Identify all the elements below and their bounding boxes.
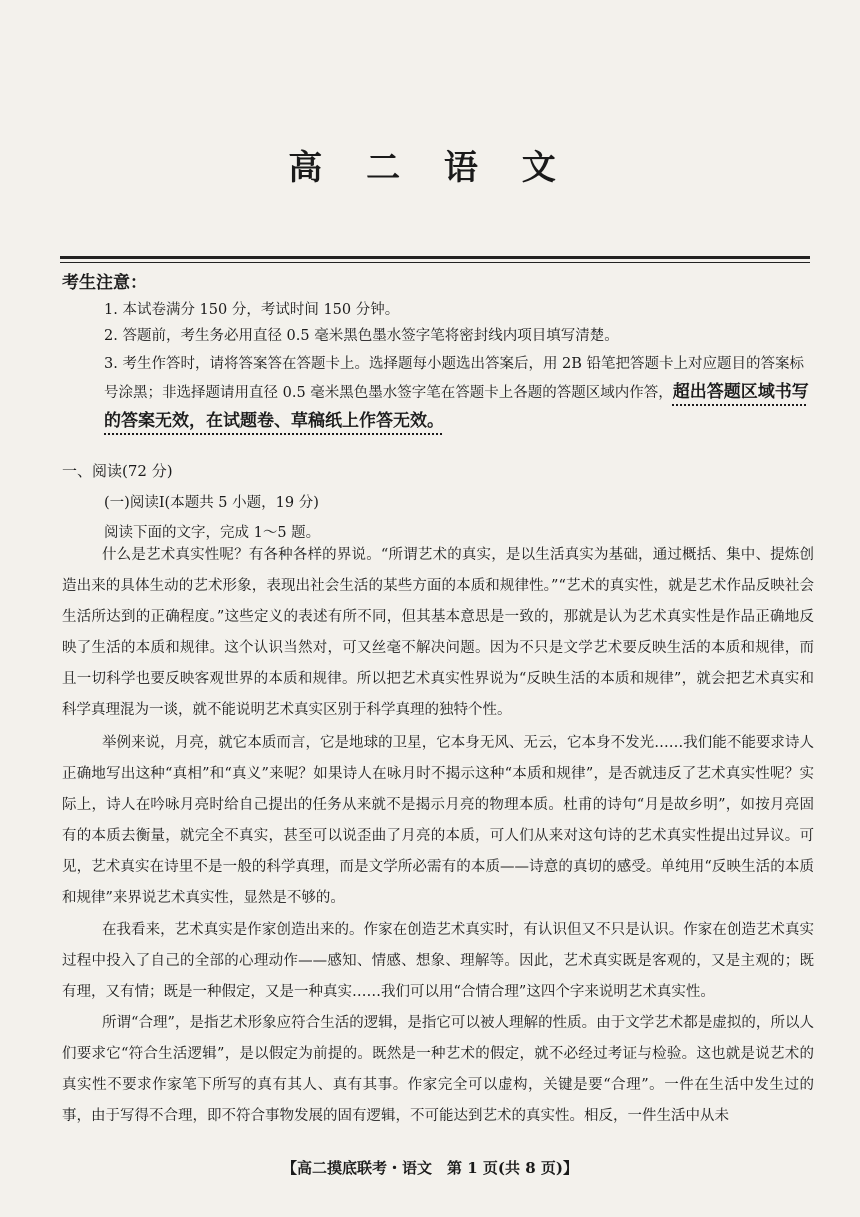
section-subheading: (一)阅读Ⅰ(本题共 5 小题，19 分)	[104, 495, 319, 511]
section-heading: 一、阅读(72 分)	[62, 462, 173, 480]
header-rule-thick	[60, 256, 810, 259]
page-title: 高 二 语 文	[288, 148, 572, 188]
passage-paragraph-3: 在我看来，艺术真实是作家创造出来的。作家在创造艺术真实时，有认识但又不只是认识。作家在创造艺术真实过程中投入了自己的全部的心理动作——感知、情感、想象、理解等。因此，艺术真实既是客观的，又是主观的；既有理，又有情；既是一种假定，又是一种真实……我们可以用“合情合理”这四个字来说明艺术真实性。	[62, 922, 814, 1000]
header-rule-thin	[60, 262, 810, 263]
passage-paragraph-4: 所谓“合理”，是指艺术形象应符合生活的逻辑，是指它可以被人理解的性质。由于文学艺术都是虚拟的，所以人们要求它“符合生活逻辑”，是以假定为前提的。既然是一种艺术的假定，就不必经过考证与检验。这也就是说艺术的真实性不要求作家笔下所写的真有其人、真有其事。作家完全可以虚构，关键是要“合理”。一件在生活中发生过的事，由于写得不合理，即不符合事物发展的固有逻辑，不可能达到艺术的真实性。相反，一件生活中从未	[62, 1015, 814, 1124]
notice-heading: 考生注意：	[62, 273, 147, 293]
notice-item-3	[104, 350, 809, 436]
notice-item-3-emphasis: 超出答题区域书写的答案无效，在试题卷、草稿纸上作答无效。	[104, 382, 809, 431]
notice-item-2: 2. 答题前，考生务必用直径 0.5 毫米黑色墨水签字笔将密封线内项目填写清楚。	[104, 328, 619, 344]
notice-item-1: 1. 本试卷满分 150 分，考试时间 150 分钟。	[104, 302, 400, 318]
passage-paragraph-1: 什么是艺术真实性呢？有各种各样的界说。“所谓艺术的真实，是以生活真实为基础，通过概括、集中、提炼创造出来的具体生动的艺术形象，表现出社会生活的某些方面的本质和规律性。”“艺术的真实性，就是艺术作品反映社会生活所达到的正确程度。”这些定义的表述有所不同，但其基本意思是一致的，那就是认为艺术真实性是作品正确地反映了生活的本质和规律。这个认识当然对，可又丝毫不解决问题。因为不只是文学艺术要反映生活的本质和规律，而且一切科学也要反映客观世界的本质和规律。所以把艺术真实性界说为“反映生活的本质和规律”，就会把艺术真实和科学真理混为一谈，就不能说明艺术真实区别于科学真理的独特个性。	[62, 547, 814, 718]
passage-paragraph-2: 举例来说，月亮，就它本质而言，它是地球的卫星，它本身无风、无云，它本身不发光……我们能不能要求诗人正确地写出这种“真相”和“真义”来呢？如果诗人在咏月时不揭示这种“本质和规律”，是否就违反了艺术真实性呢？实际上，诗人在吟咏月亮时给自己提出的任务从来就不是揭示月亮的物理本质。杜甫的诗句“月是故乡明”，如按月亮固有的本质去衡量，就完全不真实，甚至可以说歪曲了月亮的本质，可人们从来对这句诗的艺术真实性提出过异议。可见，艺术真实在诗里不是一般的科学真理，而是文学所必需有的本质——诗意的真切的感受。单纯用“反映生活的本质和规律”来界说艺术真实性，显然是不够的。	[62, 735, 814, 906]
page-footer: 【高二摸底联考・语文 第 1 页(共 8 页)】	[282, 1159, 578, 1177]
notice-item-3-text: 3. 考生作答时，请将答案答在答题卡上。选择题每小题选出答案后，用 2B 铅笔把答题卡上对应题目的答案标号涂黑；非选择题请用直径 0.5 毫米黑色墨水签字笔在答题卡上各题的答题区域内作答，	[104, 356, 805, 401]
reading-instruction: 阅读下面的文字，完成 1～5 题。	[104, 525, 321, 541]
